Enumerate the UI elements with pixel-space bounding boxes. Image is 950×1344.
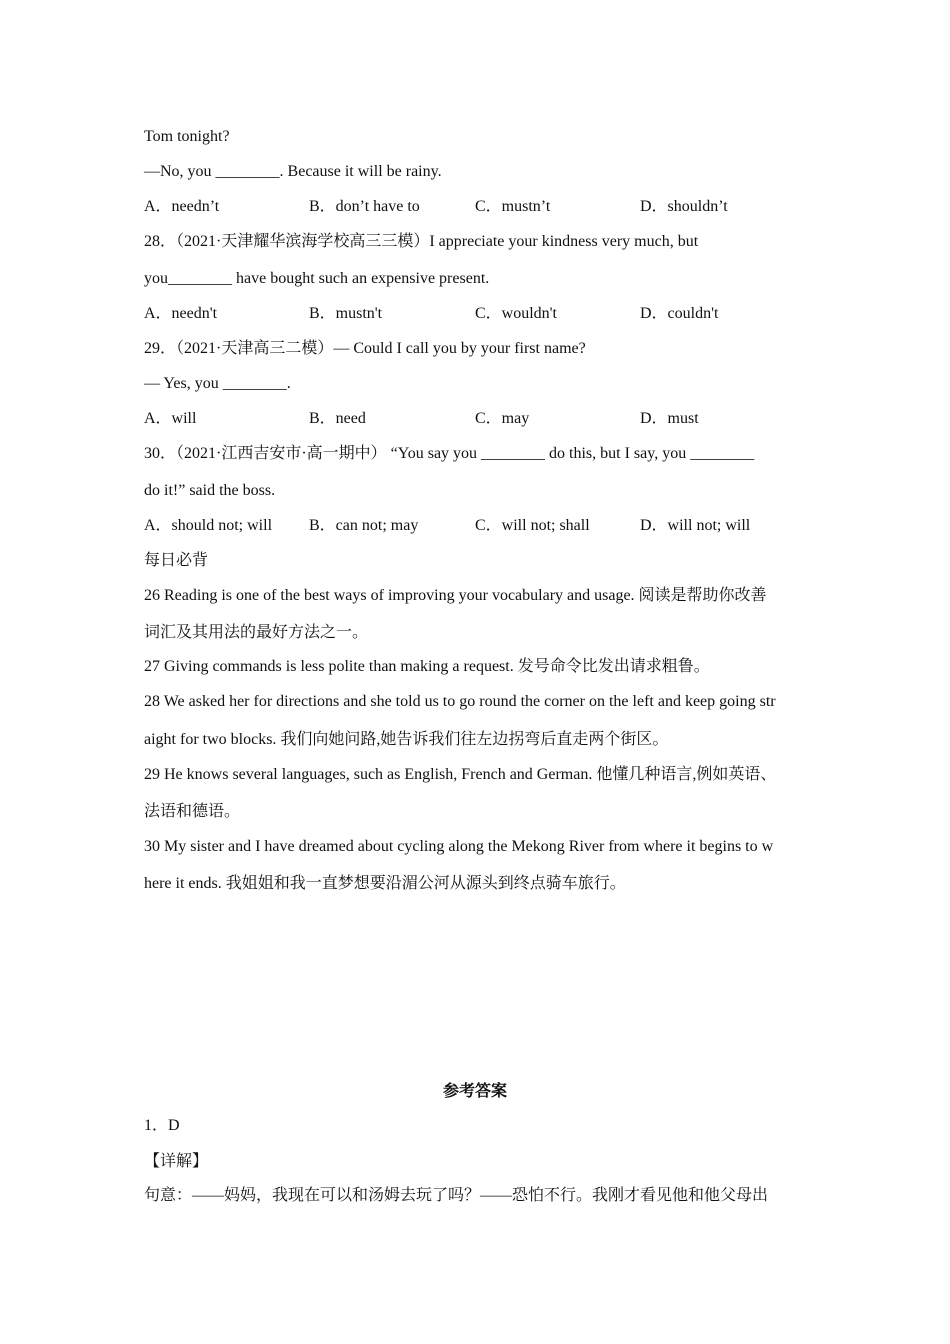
q29-stem: 29．（2021·天津高三二模）— Could I call you by your first name? <box>144 340 586 357</box>
q28-stem: 28．（2021·天津耀华滨海学校高三三模）I appreciate your kindness very much, but <box>144 233 699 250</box>
daily-line: aight for two blocks. 我们向她问路,她告诉我们往左边拐弯后直走两个街区。 <box>144 731 669 748</box>
q29-option-b: B．need <box>309 410 366 427</box>
q30-stem-cont: do it!” said the boss. <box>144 482 276 499</box>
q30-option-d: D．will not; will <box>640 517 751 534</box>
q27-reply: —No, you ________. Because it will be rainy. <box>144 163 442 180</box>
q29-reply: — Yes, you ________. <box>144 375 291 392</box>
q29-option-a: A．will <box>144 410 197 427</box>
q29-option-d: D．must <box>640 410 699 427</box>
q27-option-a: A．needn’t <box>144 198 220 215</box>
q28-option-a: A．needn't <box>144 305 218 322</box>
daily-heading: 每日必背 <box>144 552 209 569</box>
q27-option-b: B．don’t have to <box>309 198 420 215</box>
answers-title: 参考答案 <box>442 1083 507 1100</box>
daily-line: 30 My sister and I have dreamed about cycling along the Mekong River from where it begins to w <box>144 838 774 855</box>
q30-option-a: A．should not; will <box>144 517 273 534</box>
q28-option-d: D．couldn't <box>640 305 719 322</box>
daily-line: 法语和德语。 <box>144 803 241 820</box>
q28-option-b: B．mustn't <box>309 305 383 322</box>
q27-option-d: D．shouldn’t <box>640 198 728 215</box>
daily-line: 词汇及其用法的最好方法之一。 <box>144 624 369 641</box>
daily-line: 26 Reading is one of the best ways of improving your vocabulary and usage. 阅读是帮助你改善 <box>144 587 767 604</box>
q27-option-c: C．mustn’t <box>475 198 551 215</box>
daily-line: here it ends. 我姐姐和我一直梦想要沿湄公河从源头到终点骑车旅行。 <box>144 875 626 892</box>
daily-line: 29 He knows several languages, such as English, French and German. 他懂几种语言,例如英语、 <box>144 766 777 783</box>
q28-option-c: C．wouldn't <box>475 305 558 322</box>
q27-stem-end: Tom tonight? <box>144 128 230 145</box>
q30-option-b: B．can not; may <box>309 517 419 534</box>
q28-stem-cont: you________ have bought such an expensive present. <box>144 270 490 287</box>
answer-1: 1．D <box>144 1117 180 1134</box>
answer-meaning: 句意：——妈妈，我现在可以和汤姆去玩了吗？——恐怕不行。我刚才看见他和他父母出 <box>144 1187 769 1204</box>
q29-option-c: C．may <box>475 410 530 427</box>
daily-line: 27 Giving commands is less polite than making a request. 发号命令比发出请求粗鲁。 <box>144 658 710 675</box>
daily-line: 28 We asked her for directions and she told us to go round the corner on the left and keep going str <box>144 693 776 710</box>
detail-label: 【详解】 <box>144 1153 209 1170</box>
q30-stem: 30．（2021·江西吉安市·高一期中） “You say you ________ do this, but I say, you ________ <box>144 445 755 462</box>
q30-option-c: C．will not; shall <box>475 517 590 534</box>
